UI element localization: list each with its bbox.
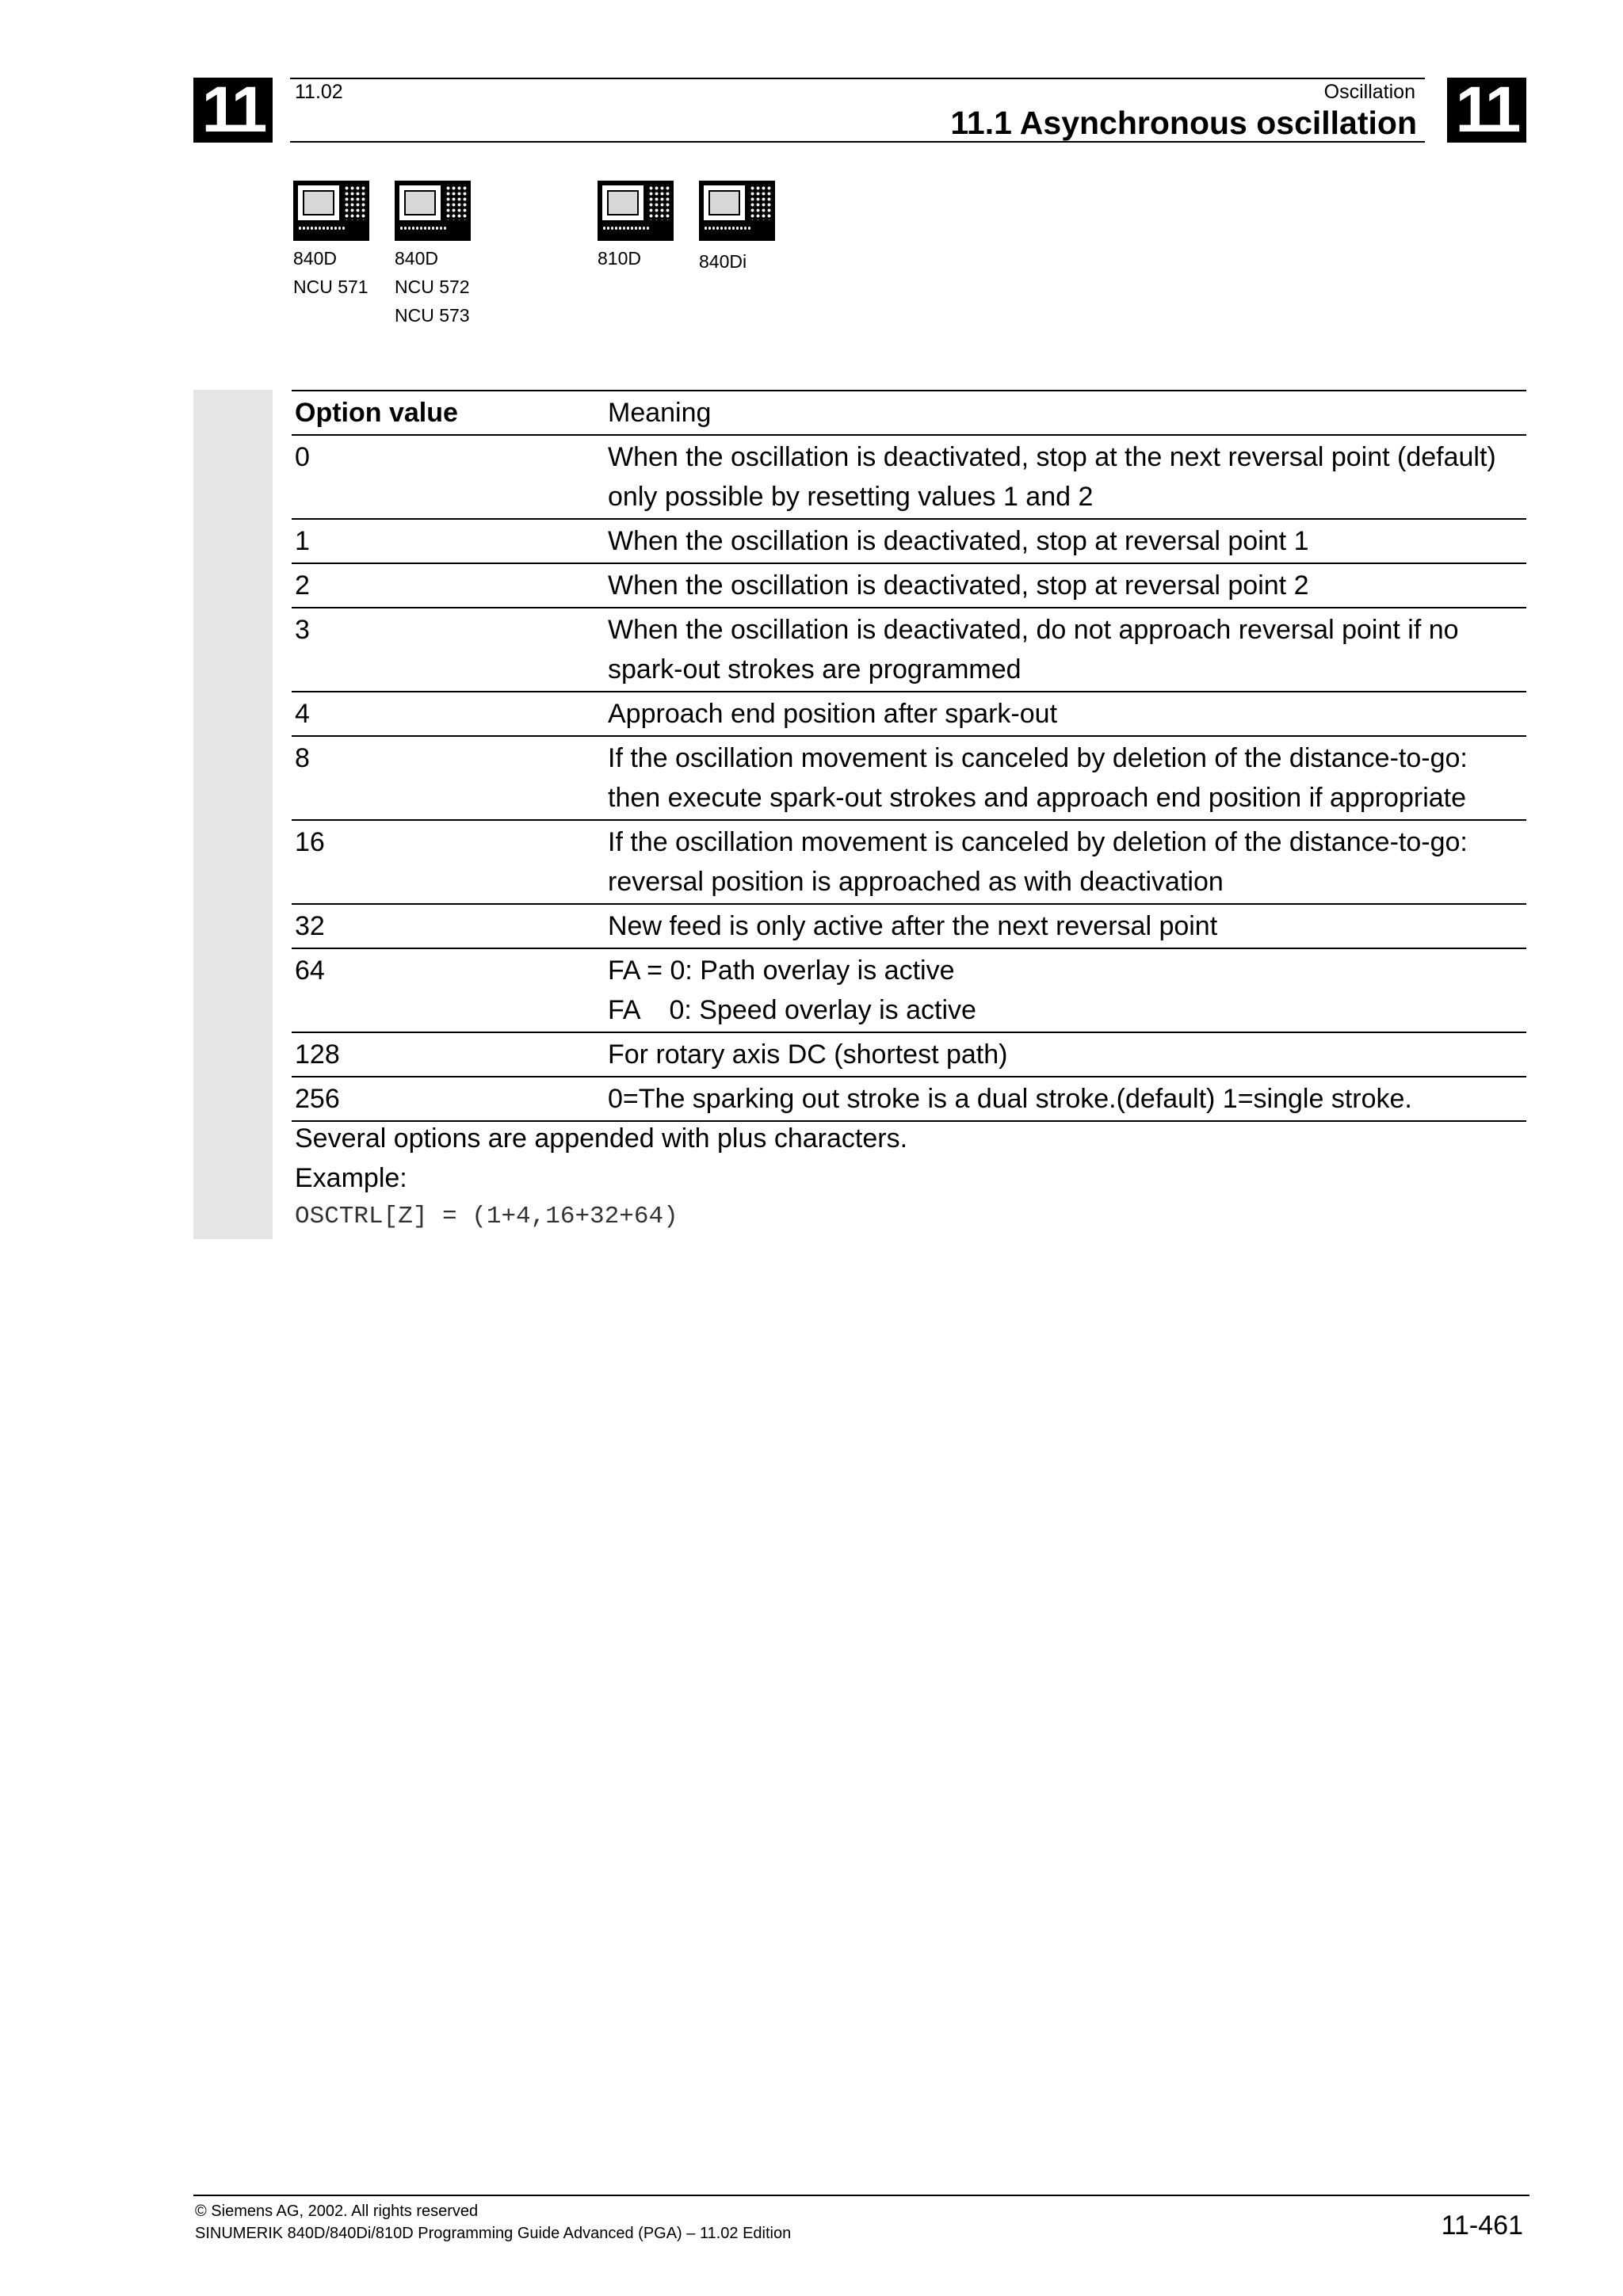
footer-document-title: SINUMERIK 840D/840Di/810D Programming Guide Advanced (PGA) – 11.02 Edition xyxy=(195,2225,792,2242)
chapter-number-badge-right: 11 xyxy=(1447,78,1526,143)
table-row xyxy=(292,1032,1526,1077)
margin-side-bar xyxy=(193,390,273,1239)
footer-page-number: 11-461 xyxy=(1441,2210,1523,2241)
table-row xyxy=(292,904,1526,948)
meaning-cell: When the oscillation is deactivated, stop at reversal point 2 xyxy=(603,563,1526,608)
option-value-cell: 4 xyxy=(292,692,603,736)
header-section-title: 11.1 Asynchronous oscillation xyxy=(950,105,1417,141)
option-value-cell: 16 xyxy=(292,820,603,904)
footer-copyright: © Siemens AG, 2002. All rights reserved xyxy=(195,2203,479,2220)
controller-label-840di: 840Di xyxy=(699,251,747,272)
option-value-table xyxy=(292,390,1526,1122)
option-value-cell: 2 xyxy=(292,563,603,608)
option-value-cell: 32 xyxy=(292,904,603,948)
option-value-cell: 3 xyxy=(292,608,603,692)
chapter-number-badge-left: 11 xyxy=(193,78,273,143)
table-row xyxy=(292,948,1526,1032)
meaning-cell: If the oscillation movement is canceled by deletion of the distance-to-go: then execute spark-out strokes and approach end position if appropriate xyxy=(603,736,1526,820)
table-row xyxy=(292,692,1526,736)
controller-label-810d: 810D xyxy=(598,248,641,269)
table-header-row xyxy=(292,391,1526,435)
meaning-cell: When the oscillation is deactivated, stop at reversal point 1 xyxy=(603,519,1526,563)
cnc-control-panel-icon xyxy=(598,181,674,241)
table-row xyxy=(292,563,1526,608)
table-row xyxy=(292,608,1526,692)
meaning-cell: When the oscillation is deactivated, stop at the next reversal point (default) only possible by resetting values 1 and 2 xyxy=(603,435,1526,519)
meaning-cell: FA = 0: Path overlay is active FA 0: Speed overlay is active xyxy=(603,948,1526,1032)
options-note-text: Several options are appended with plus characters. xyxy=(295,1123,908,1154)
table-row xyxy=(292,820,1526,904)
header-bottom-rule xyxy=(290,141,1425,143)
option-value-cell: 64 xyxy=(292,948,603,1032)
option-value-cell: 0 xyxy=(292,435,603,519)
example-label: Example: xyxy=(295,1163,407,1193)
header-chapter-title: Oscillation xyxy=(1323,81,1415,103)
option-value-cell: 256 xyxy=(292,1077,603,1121)
meaning-cell: Approach end position after spark-out xyxy=(603,692,1526,736)
option-value-cell: 128 xyxy=(292,1032,603,1077)
table-row xyxy=(292,435,1526,519)
meaning-cell: If the oscillation movement is canceled by deletion of the distance-to-go: reversal position is approached as with deactivation xyxy=(603,820,1526,904)
header-date: 11.02 xyxy=(295,81,343,103)
example-code: OSCTRL[Z] = (1+4,16+32+64) xyxy=(295,1203,678,1230)
footer-rule xyxy=(193,2195,1529,2196)
cnc-control-panel-icon xyxy=(699,181,775,241)
header-top-rule xyxy=(290,78,1425,79)
meaning-cell: 0=The sparking out stroke is a dual stroke.(default) 1=single stroke. xyxy=(603,1077,1526,1121)
table-row xyxy=(292,519,1526,563)
meaning-cell: For rotary axis DC (shortest path) xyxy=(603,1032,1526,1077)
controller-label-840d-ncu572-573: 840D NCU 572 NCU 573 xyxy=(395,248,470,326)
cnc-control-panel-icon xyxy=(293,181,369,241)
meaning-cell: New feed is only active after the next reversal point xyxy=(603,904,1526,948)
controller-label-840d-ncu571: 840D NCU 571 xyxy=(293,248,369,297)
column-header-option-value: Option value xyxy=(292,391,603,435)
table-row xyxy=(292,736,1526,820)
table-row xyxy=(292,1077,1526,1121)
cnc-control-panel-icon xyxy=(395,181,471,241)
option-value-cell: 1 xyxy=(292,519,603,563)
option-value-cell: 8 xyxy=(292,736,603,820)
column-header-meaning: Meaning xyxy=(603,391,1526,435)
meaning-cell: When the oscillation is deactivated, do not approach reversal point if no spark-out strokes are programmed xyxy=(603,608,1526,692)
